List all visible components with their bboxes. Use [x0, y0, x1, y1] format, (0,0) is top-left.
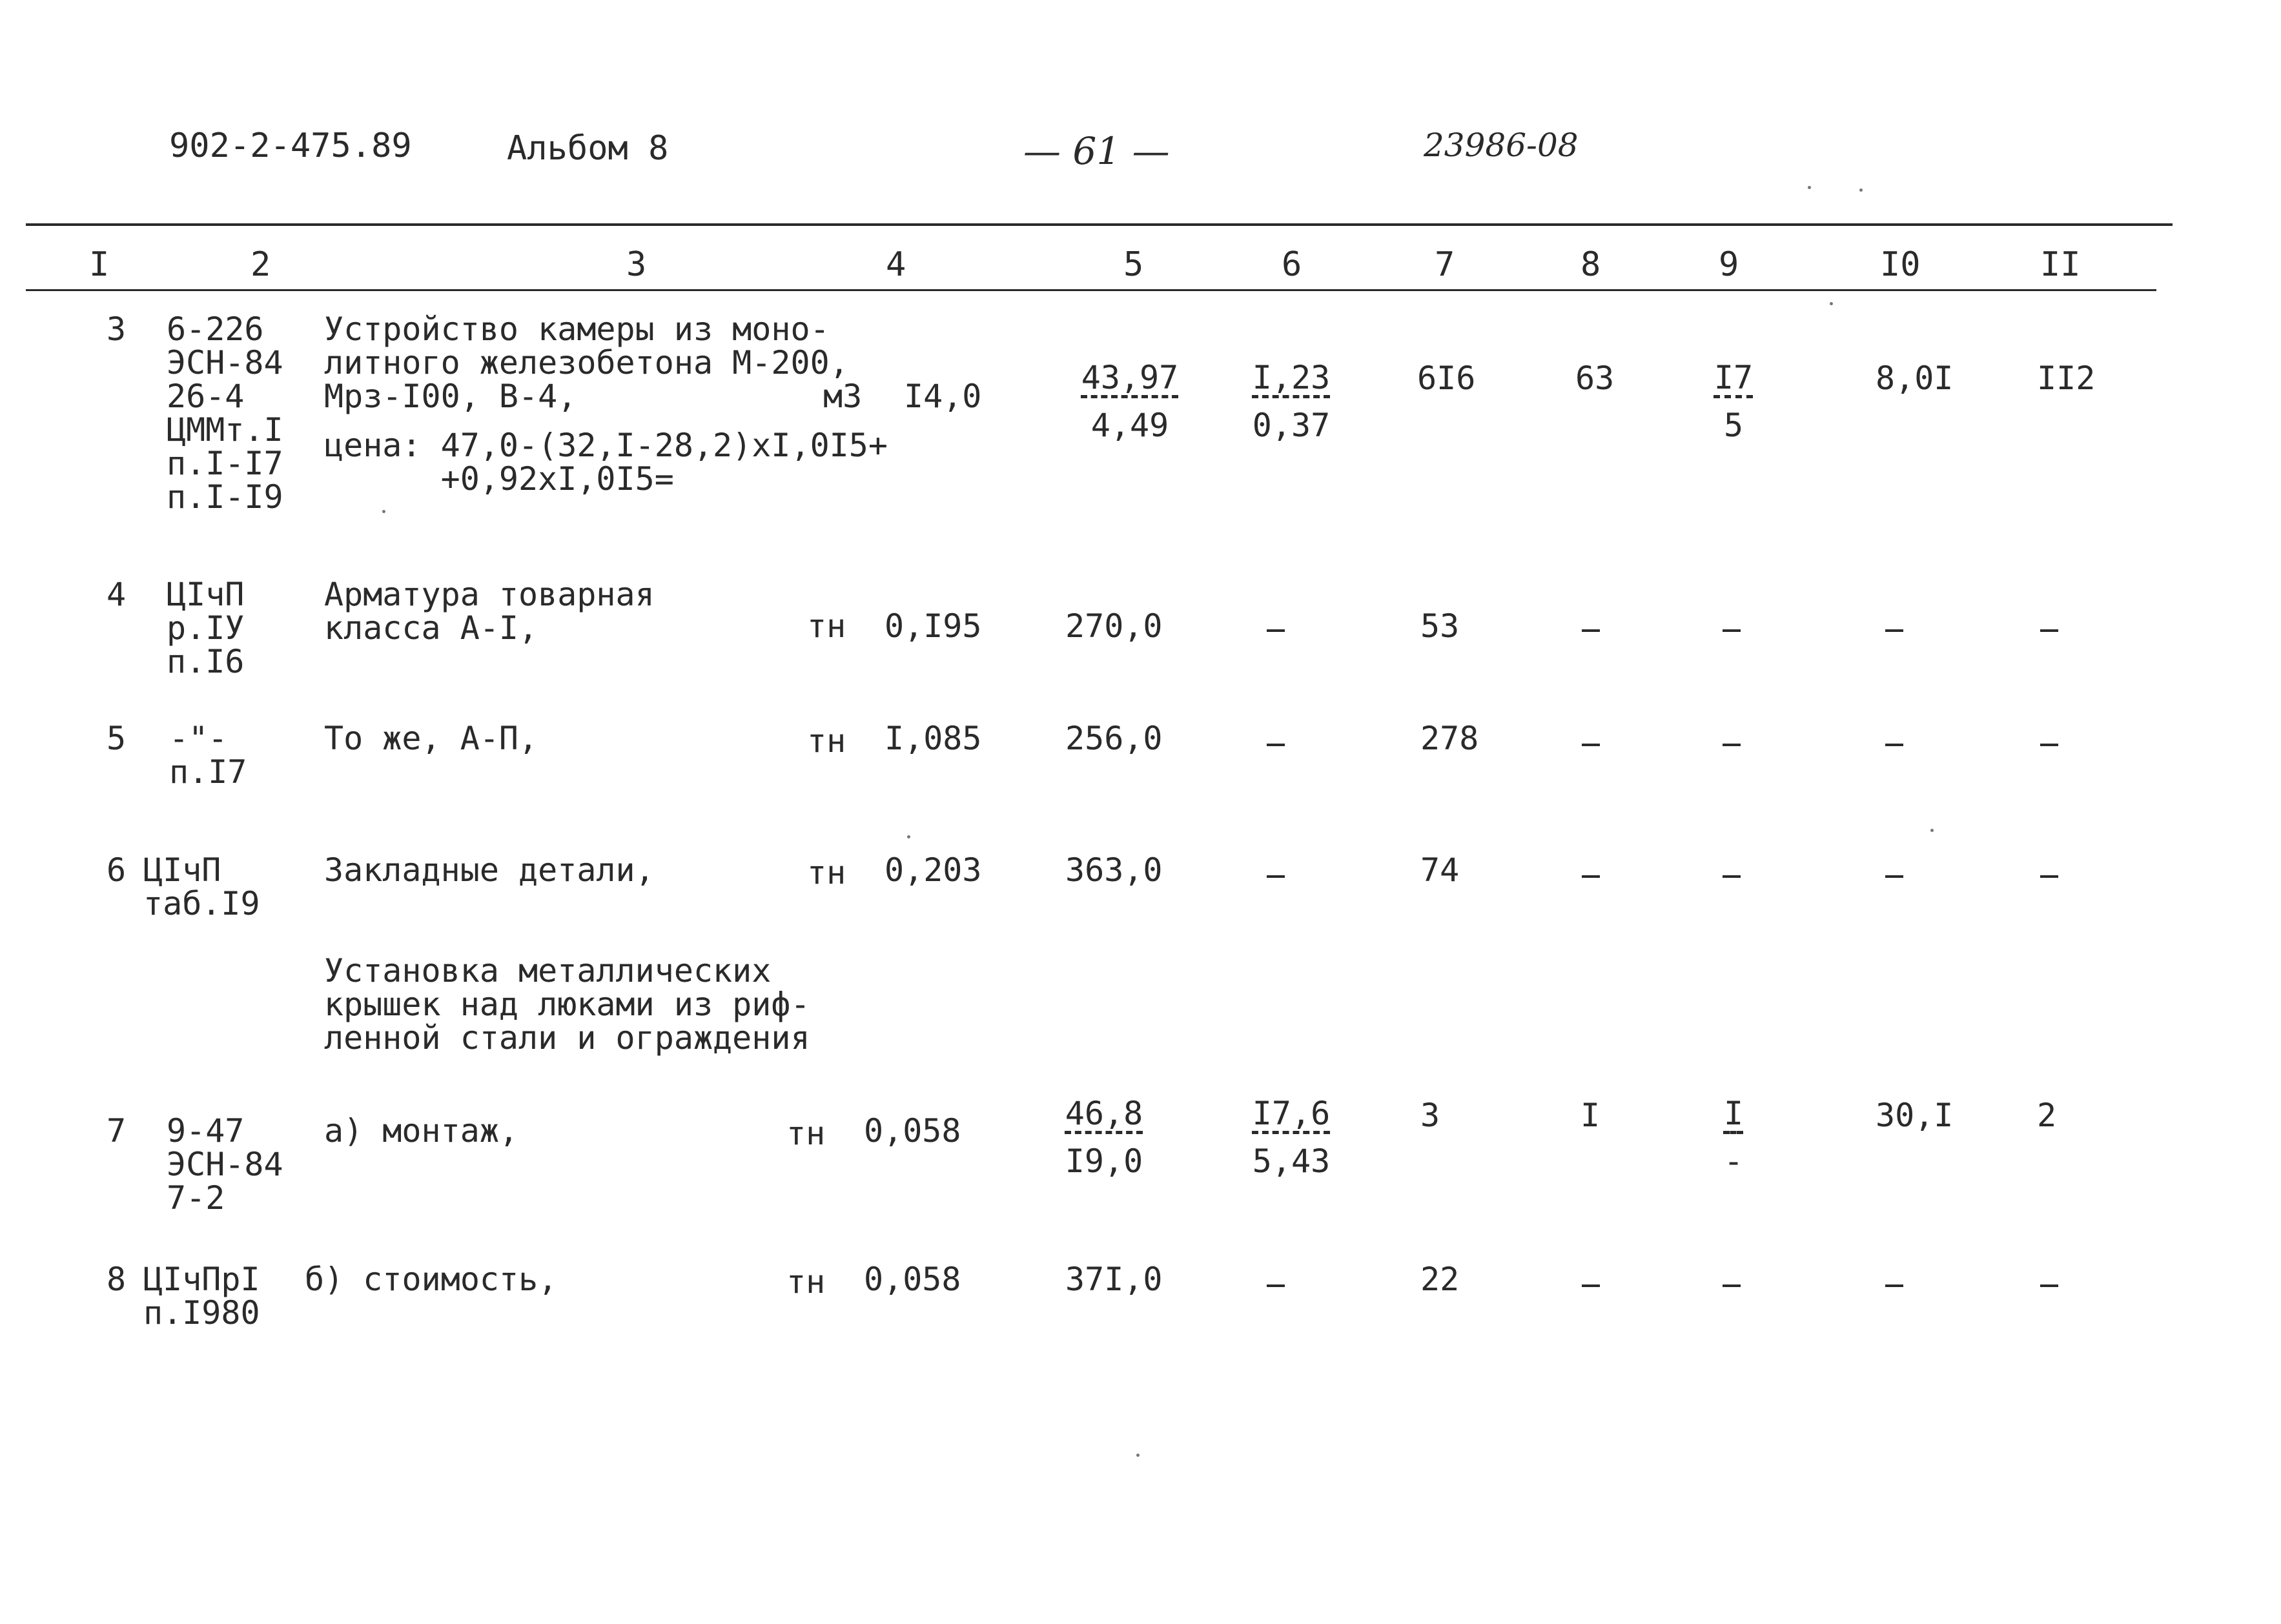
machine-total-fraction — [1708, 1090, 1759, 1185]
unit: м3 — [823, 378, 863, 415]
norm-code: ЦIчП таб.I9 — [143, 851, 260, 922]
document-code: 902-2-475.89 — [169, 127, 412, 165]
row-number: 5 — [107, 720, 127, 757]
empty-cell-dash — [1885, 744, 1903, 746]
unit-cost-wages: I9,0 — [1065, 1142, 1143, 1180]
scan-speck — [907, 835, 910, 838]
work-description: а) монтаж, — [324, 1112, 519, 1150]
row-number: 3 — [107, 310, 127, 348]
norm-code: ЦIчПрI п.I980 — [143, 1261, 260, 1332]
work-description: Арматура товарная класса А-I, — [324, 576, 655, 647]
row-number: 7 — [107, 1112, 127, 1150]
machine-total: I — [1723, 1095, 1744, 1132]
col-number-8: 8 — [1580, 245, 1601, 284]
labor-per-unit: 30,I — [1876, 1097, 1954, 1134]
work-description: То же, А-П, — [324, 720, 538, 757]
header-bottom-rule — [26, 289, 2156, 291]
album-label: Альбом 8 — [507, 129, 669, 168]
total-cost: 53 — [1420, 607, 1460, 645]
col-number-6: 6 — [1282, 245, 1302, 284]
unit: тн — [786, 1263, 826, 1301]
work-description: б) стоимость, — [305, 1261, 558, 1298]
labor-total: II2 — [2037, 360, 2096, 397]
unit-cost-total: 43,97 — [1081, 359, 1179, 396]
unit: тн — [786, 1115, 826, 1152]
col-number-4: 4 — [886, 245, 906, 284]
col-number-9: 9 — [1719, 245, 1739, 284]
total-cost: 3 — [1420, 1097, 1440, 1134]
machine-cost: I7,6 — [1252, 1095, 1331, 1132]
norm-code: 6-226 ЭСН-84 26-4 ЦММт.I п.I-I7 п.I-I9 — [167, 310, 283, 516]
quantity: 0,I95 — [885, 607, 982, 645]
unit: тн — [807, 607, 846, 645]
col-number-3: 3 — [626, 245, 647, 284]
col-number-11: II — [2040, 245, 2081, 284]
total-cost: 278 — [1420, 720, 1479, 757]
empty-cell-dash — [1885, 1284, 1903, 1287]
empty-cell-dash — [1267, 875, 1285, 878]
machine-total-fraction — [1708, 354, 1759, 449]
empty-cell-dash — [2040, 1284, 2058, 1287]
unit-cost-total: 270,0 — [1065, 607, 1163, 645]
col-number-2: 2 — [251, 245, 271, 284]
scan-speck — [1830, 302, 1833, 305]
empty-cell-dash — [1267, 629, 1285, 632]
empty-cell-dash — [1723, 1284, 1741, 1287]
empty-cell-dash — [1267, 1284, 1285, 1287]
norm-code: ЦIчП р.IУ п.I6 — [167, 576, 245, 680]
row-number: 6 — [107, 851, 127, 889]
row-number: 8 — [107, 1261, 127, 1298]
empty-cell-dash — [2040, 744, 2058, 746]
col-number-7: 7 — [1435, 245, 1455, 284]
norm-code: 9-47 ЭСН-84 7-2 — [167, 1112, 283, 1217]
col-number-5: 5 — [1123, 245, 1144, 284]
unit-cost-fraction — [1072, 354, 1188, 449]
norm-code: -"- п.I7 — [169, 720, 247, 791]
price-formula: цена: 47,0-(32,I-28,2)xI,0I5+ +0,92xI,0I5= — [324, 427, 888, 498]
unit: тн — [807, 722, 846, 760]
unit-cost-total: 256,0 — [1065, 720, 1163, 757]
scan-speck — [1930, 829, 1934, 832]
machine-wages: 0,37 — [1252, 407, 1331, 444]
unit-cost-wages: 4,49 — [1090, 407, 1169, 444]
scan-speck — [382, 510, 385, 513]
total-cost: 74 — [1420, 851, 1460, 889]
empty-cell-dash — [1885, 629, 1903, 632]
empty-cell-dash — [1723, 744, 1741, 746]
col-number-10: I0 — [1880, 245, 1921, 284]
scan-speck — [1808, 186, 1811, 189]
scan-speck — [1859, 188, 1863, 192]
empty-cell-dash — [1267, 744, 1285, 746]
inventory-number: 23986-08 — [1424, 127, 1579, 164]
unit-cost-total: 363,0 — [1065, 851, 1163, 889]
page-number: — 61 — — [1023, 129, 1170, 173]
quantity: 0,058 — [864, 1261, 961, 1298]
empty-cell-dash — [1723, 875, 1741, 878]
unit: тн — [807, 854, 846, 891]
empty-cell-dash — [2040, 875, 2058, 878]
wages-total: 63 — [1575, 360, 1615, 397]
row-number: 4 — [107, 576, 127, 613]
total-cost: 22 — [1420, 1261, 1460, 1298]
empty-cell-dash — [1582, 744, 1600, 746]
quantity: 0,203 — [885, 851, 982, 889]
quantity: I,085 — [885, 720, 982, 757]
total-cost: 6I6 — [1417, 360, 1476, 397]
col-number-1: I — [89, 245, 110, 284]
empty-cell-dash — [1582, 1284, 1600, 1287]
machine-total-wages: - — [1723, 1142, 1744, 1180]
empty-cell-dash — [1582, 629, 1600, 632]
scan-speck — [1136, 1454, 1140, 1457]
machine-cost-fraction — [1243, 1090, 1340, 1185]
quantity: 0,058 — [864, 1112, 961, 1150]
labor-total: 2 — [2037, 1097, 2057, 1134]
wages-total: I — [1580, 1097, 1601, 1134]
empty-cell-dash — [1582, 875, 1600, 878]
empty-cell-dash — [2040, 629, 2058, 632]
quantity: I4,0 — [904, 378, 982, 415]
machine-cost-fraction — [1243, 354, 1340, 449]
unit-cost-total: 46,8 — [1065, 1095, 1143, 1132]
empty-cell-dash — [1885, 875, 1903, 878]
top-rule — [26, 223, 2173, 226]
empty-cell-dash — [1723, 629, 1741, 632]
unit-cost-fraction — [1059, 1090, 1149, 1185]
machine-total-wages: 5 — [1723, 407, 1744, 444]
unit-cost-total: 37I,0 — [1065, 1261, 1163, 1298]
machine-wages: 5,43 — [1252, 1142, 1331, 1180]
work-description: Закладные детали, — [324, 851, 655, 889]
machine-total: I7 — [1713, 359, 1754, 396]
labor-per-unit: 8,0I — [1876, 360, 1954, 397]
section-title: Установка металлических крышек над люками из риф- ленной стали и ограждения — [324, 952, 810, 1057]
work-description: Устройство камеры из моно- литного железобетона М-200, Мрз-I00, В-4, — [324, 310, 849, 415]
machine-cost: I,23 — [1252, 359, 1331, 396]
